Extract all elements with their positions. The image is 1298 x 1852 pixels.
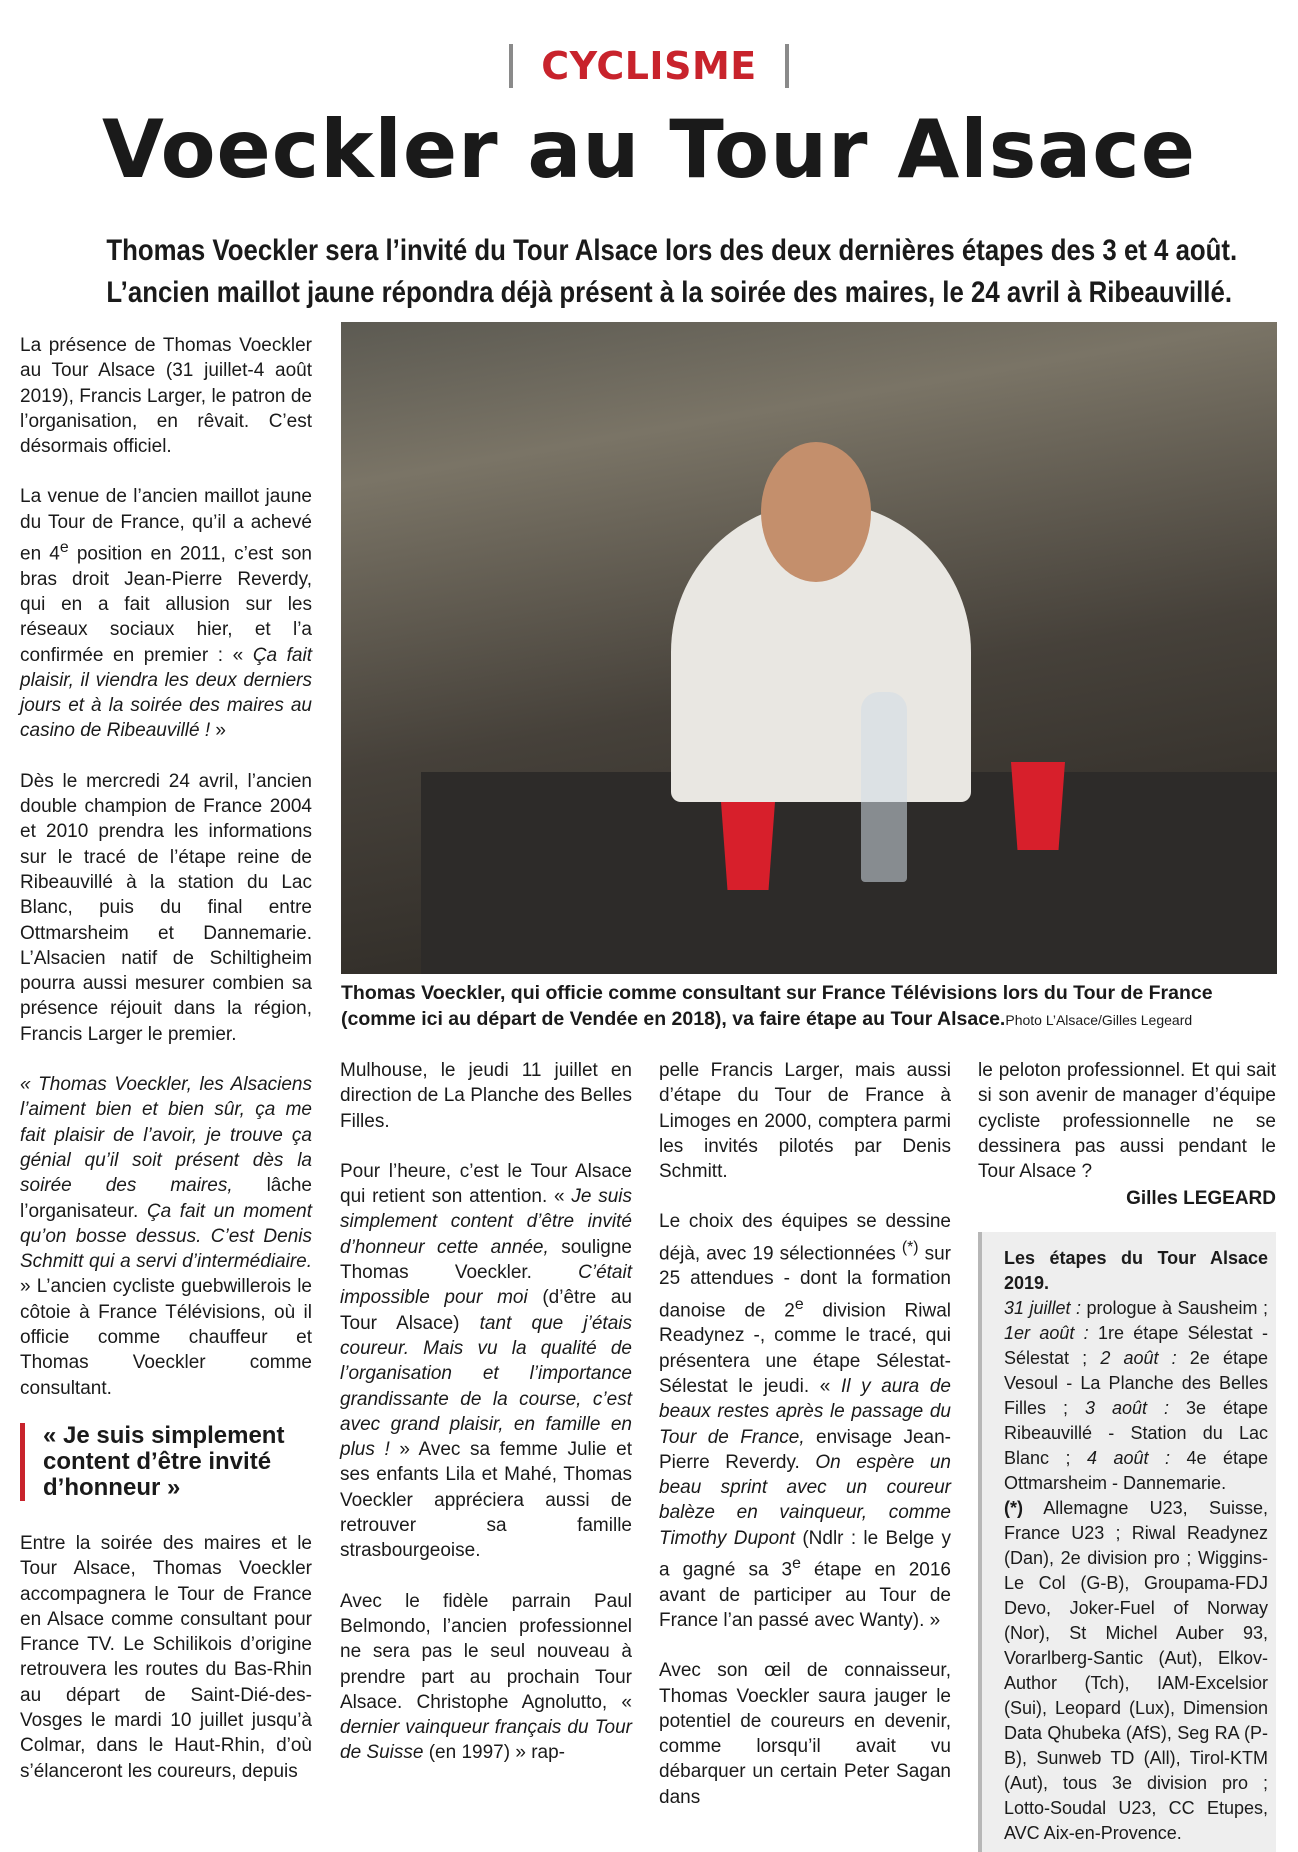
photo-head (761, 442, 871, 582)
photo-caption (341, 980, 1281, 1033)
intertitle: « Je suis simplement content d’être invité d’honneur » (20, 1423, 312, 1501)
paragraph: pelle Francis Larger, mais aussi d’étape du Tour de France à Limoges en 2000, comptera parmi les invités pilotés par Denis Schmitt. (659, 1060, 951, 1183)
stages-text: Les étapes du Tour Alsace 2019. 31 juillet : prologue à Sausheim ; 1er août : 1re étape Sélestat - Sélestat ; 2 août : 2e étape Vesoul - La Planche des Belles Filles ; 3 août : 3e étape Ribeauvillé - Station du Lac Blanc ; 4 août : 4e étape Ottmarsheim - Dannemarie. (*) Allemagne U23, Suisse, France U23 ; Riwal Readynez (Dan), 2e division pro ; Wiggins-Le Col (G-B), Groupama-FDJ Devo, Joker-Fuel of Norway (Nor), St Michel Auber 93, Vorarlberg-Santic (Aut), Elkov-Author (Tch), IAM-Excelsior (Sui), Leopard (Lux), Dimension Data Qhubeka (AfS), Seg RA (P-B), Sunweb TD (All), Tirol-KTM (Aut), tous 3e division pro ; Lotto-Soudal U23, CC Etupes, AVC Aix-en-Provence. (1004, 1247, 1269, 1843)
column-1 (20, 333, 312, 1784)
paragraph: Mulhouse, le jeudi 11 juillet en direction de La Planche des Belles Filles. (340, 1060, 632, 1132)
rubric-label: CYCLISME (541, 44, 757, 88)
paragraph: Le choix des équipes se dessine déjà, avec 19 sélectionnées (*) sur 25 attendues - dont la formation danoise de 2e division Riwal Readynez -, comme le tracé, qui présentera une étape Sélestat-Sélestat le jeudi. « Il y aura de beaux restes après le passage du Tour de France, envisage Jean-Pierre Reverdy. On espère un beau sprint avec un coureur balèze en vainqueur, comme Timothy Dupont (Ndlr : le Belge y a gagné sa 3e étape en 2016 avant de participer au Tour de France l’an passé avec Wanty). » (659, 1211, 952, 1631)
paragraph: « Thomas Voeckler, les Alsaciens l’aiment bien et bien sûr, ça me fait plaisir de l’avoir, je trouve ça génial qu’il soit présent dès la soirée des maires, lâche l’organisateur. Ça fait un moment qu’on bosse dessus. C’est Denis Schmitt qui a servi d’intermédiaire. » L’ancien cycliste guebwillerois le côtoie à France Télévisions, où il officie comme chauffeur et Thomas Voeckler comme consultant. (20, 1074, 312, 1399)
article-title: Voeckler au Tour Alsace (102, 103, 1196, 196)
photo-cup (721, 802, 775, 890)
paragraph: La présence de Thomas Voeckler au Tour Alsace (31 juillet-4 août 2019), Francis Larger, le patron de l’organisation, en rêvait. C’est désormais officiel. (20, 335, 312, 458)
photo-cup (1011, 762, 1065, 850)
lead-line-2: L’ancien maillot jaune répondra déjà présent à la soirée des maires, le 24 avril à Ribeauvillé. (106, 276, 1232, 309)
stages-heading: Les étapes du Tour Alsace 2019. (1004, 1247, 1268, 1293)
photo-bottle (861, 692, 907, 882)
paragraph: La venue de l’ancien maillot jaune du Tour de France, qu’il a achevé en 4e position en 2011, c’est son bras droit Jean-Pierre Reverdy, qui en a fait allusion sur les réseaux sociaux hier, et l’a confirmée en premier : « Ça fait plaisir, il viendra les deux derniers jours et à la soirée des maires au casino de Ribeauvillé ! » (20, 486, 312, 742)
photo-table (421, 772, 1277, 974)
rubric-bar-right (785, 44, 789, 88)
column-2 (340, 1058, 632, 1766)
lead-line-1: Thomas Voeckler sera l’invité du Tour Alsace lors des deux dernières étapes des 3 et 4 août. (106, 234, 1238, 267)
stages-box (978, 1232, 1276, 1852)
paragraph: Avec son œil de connaisseur, Thomas Voeckler saura jauger le potentiel de coureurs en devenir, comme lorsqu’il avait vu débarquer un certain Peter Sagan dans (659, 1660, 951, 1808)
paragraph: Entre la soirée des maires et le Tour Alsace, Thomas Voeckler accompagnera le Tour de France en Alsace comme consultant pour France TV. Le Schilikois d’origine retrouvera les routes du Bas-Rhin au départ de Saint-Dié-des-Vosges le mardi 10 juillet jusqu’à Colmar, dans le Haut-Rhin, d’où s’élanceront les coureurs, depuis (20, 1532, 312, 1782)
article-photo (341, 322, 1277, 974)
article-lead (106, 230, 1238, 314)
caption-text: Thomas Voeckler, qui officie comme consultant sur France Télévisions lors du Tour de France (comme ici au départ de Vendée en 2018), va faire étape au Tour Alsace. (341, 982, 1213, 1030)
column-4 (978, 1058, 1276, 1852)
paragraph: Pour l’heure, c’est le Tour Alsace qui retient son attention. « Je suis simplement content d’être invité d’honneur cette année, souligne Thomas Voeckler. C’était impossible pour moi (d’être au Tour Alsace) tant que j’étais coureur. Mais vu la qualité de l’organisation et l’importance grandissante de la course, c’est avec grand plaisir, en famille en plus ! » Avec sa femme Julie et ses enfants Lila et Mahé, Thomas Voeckler appréciera aussi de retrouver sa famille strasbourgeoise. (340, 1160, 633, 1562)
paragraph: Dès le mercredi 24 avril, l’ancien double champion de France 2004 et 2010 prendra les informations sur le tracé de l’étape reine de Ribeauvillé à la station du Lac Blanc, puis du final entre Ottmarsheim et Dannemarie. L’Alsacien natif de Schiltigheim pourra aussi mesurer combien sa présence réjouit dans la région, Francis Larger le premier. (20, 770, 312, 1045)
rubric-header (0, 38, 1298, 94)
paragraph: le peloton professionnel. Et qui sait si son avenir de manager d’équipe cycliste professionnelle ne se dessinera pas aussi pendant le Tour Alsace ? (978, 1060, 1276, 1183)
photo-credit: Photo L’Alsace/Gilles Legeard (1005, 1012, 1193, 1028)
column-3 (659, 1058, 951, 1810)
author-signature: Gilles LEGEARD (1126, 1188, 1276, 1210)
paragraph: Avec le fidèle parrain Paul Belmondo, l’ancien professionnel ne sera pas le seul nouveau à prendre part au prochain Tour Alsace. Christophe Agnolutto, « dernier vainqueur français du Tour de Suisse (en 1997) » rap- (340, 1590, 632, 1764)
